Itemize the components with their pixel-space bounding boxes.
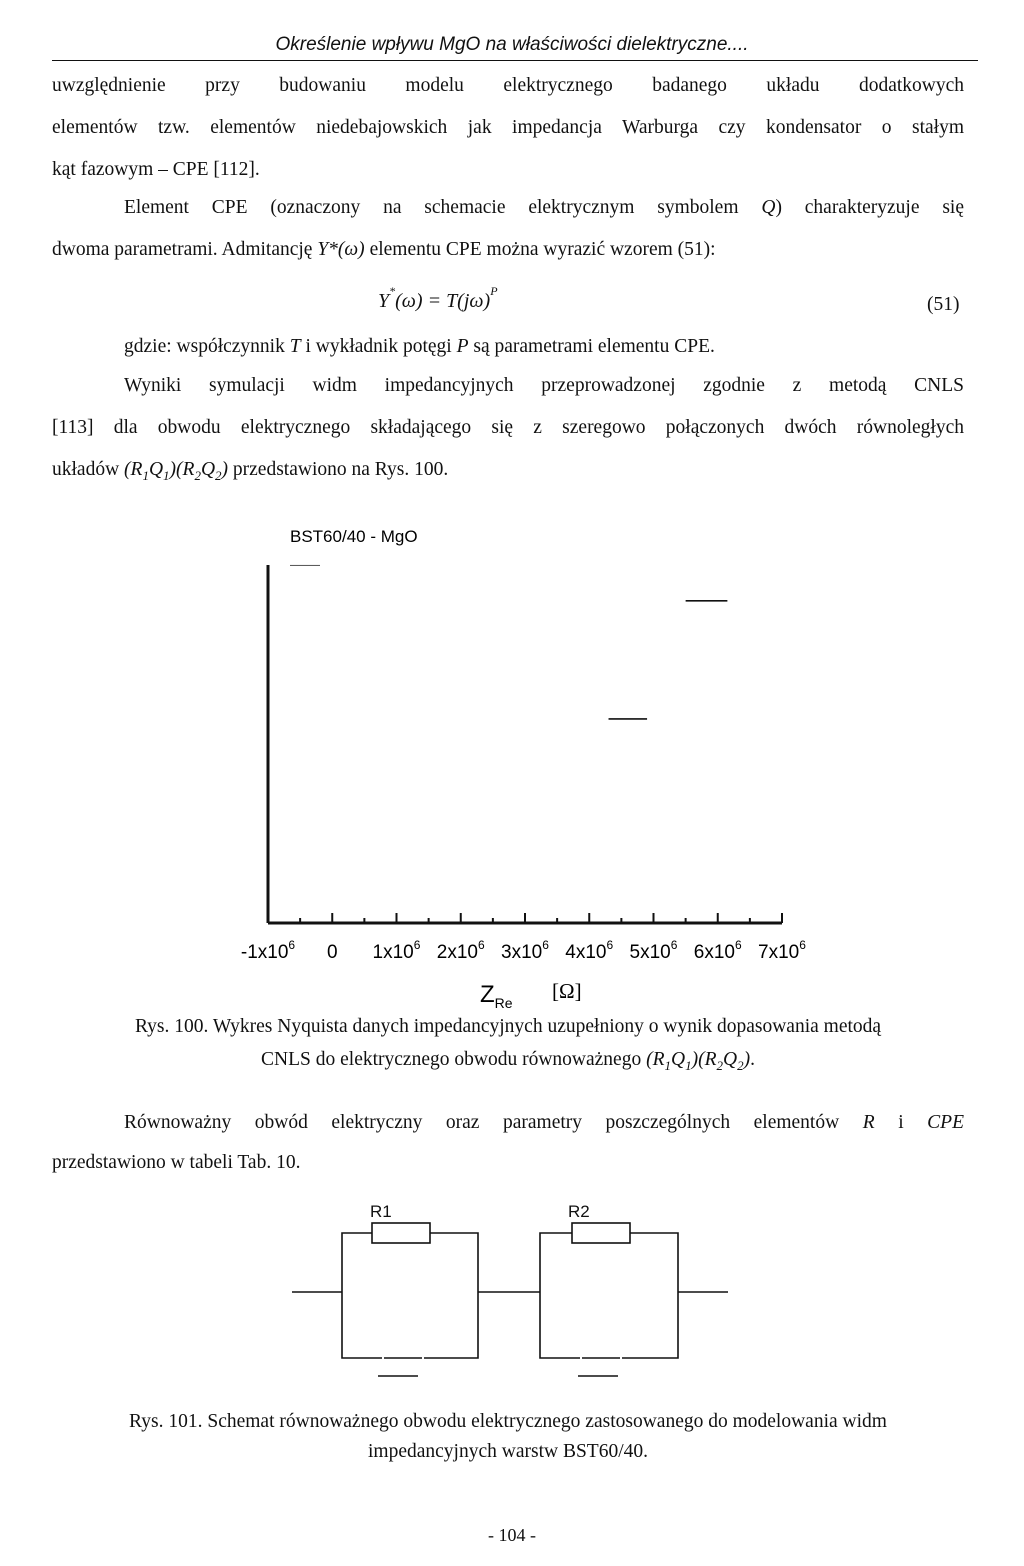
r1-label: R1 [370, 1202, 392, 1221]
paragraph-4-line-1: Równoważny obwód elektryczny oraz parametry poszczególnych elementów R i CPE [124, 1112, 965, 1133]
paragraph-1-line-2: elementów tzw. elementów niedebajowskich jak impedancja Warburga czy kondensator o stałym [52, 117, 964, 138]
x-tick-label: $5x10^6$ [629, 938, 678, 963]
running-header: Określenie wpływu MgO na właściwości dielektryczne.... [275, 34, 749, 55]
x-tick-label: 0 [326, 942, 338, 963]
paragraph-1-line-1: uwzględnienie przy budowaniu modelu elektrycznego badanego układu dodatkowych [52, 75, 964, 96]
x-axis-unit: [Ω] [552, 979, 582, 1003]
block2-upper-right [630, 1233, 678, 1292]
page-number: - 104 - [488, 1525, 536, 1545]
x-tick-label: $-1x10^6$ [240, 938, 296, 963]
block2-lower-left [540, 1292, 580, 1358]
equation-51: $Y^*(\omega) = T(j\omega)^P$ [378, 284, 498, 312]
block1-lower-right [424, 1292, 478, 1358]
chart-series [609, 601, 728, 719]
chart-legend-entry: ——— [290, 560, 320, 571]
x-tick-label: $1x10^6$ [372, 938, 421, 963]
paragraph-2-line-2: dwoma parametrami. Admitancję Y*(ω) elementu CPE można wyrazić wzorem (51): [52, 239, 716, 260]
resistor-r2 [572, 1223, 630, 1243]
x-axis-label: $Z_{Re}$ [480, 981, 513, 1011]
paragraph-3-line-3: układów $(R_1Q_1)(R_2Q_2)$ przedstawiono na Rys. 100. [52, 459, 449, 483]
block1-upper-right [430, 1233, 478, 1292]
equivalent-circuit-diagram [0, 1195, 1024, 1395]
equation-number: (51) [927, 294, 960, 315]
x-tick-label: $4x10^6$ [565, 938, 614, 963]
figure-100-caption-line-2: CNLS do elektrycznego obwodu równoważnego $(R_1Q_1)(R_2Q_2)$. [261, 1049, 755, 1073]
where-line: gdzie: współczynnik T i wykładnik potęgi P są parametrami elementu CPE. [124, 336, 715, 357]
paragraph-4-line-2: przedstawiono w tabeli Tab. 10. [52, 1152, 301, 1173]
paragraph-2-line-1: Element CPE (oznaczony na schemacie elektrycznym symbolem Q) charakteryzuje się [124, 197, 964, 218]
resistor-r1 [372, 1223, 430, 1243]
paragraph-1-line-3: kąt fazowym – CPE [112]. [52, 159, 260, 180]
paragraph-3-line-2: [113] dla obwodu elektrycznego składającego się z szeregowo połączonych dwóch równoległych [52, 417, 964, 438]
block1-lower-left [342, 1292, 382, 1358]
paragraph-3-line-1: Wyniki symulacji widm impedancyjnych przeprowadzonej zgodnie z metodą CNLS [124, 375, 964, 396]
block1-upper-left [342, 1233, 372, 1292]
nyquist-chart [0, 510, 1024, 1030]
figure-100-caption-line-1: Rys. 100. Wykres Nyquista danych impedancyjnych uzupełniony o wynik dopasowania metodą [134, 1016, 882, 1037]
chart-tick-labels [241, 938, 806, 963]
header-rule [52, 60, 978, 61]
block2-upper-left [540, 1233, 572, 1292]
figure-101-caption-line-2: impedancyjnych warstw BST60/40. [368, 1441, 648, 1462]
x-tick-label: $2x10^6$ [436, 938, 485, 963]
figure-101-caption-line-1: Rys. 101. Schemat równoważnego obwodu elektrycznego zastosowanego do modelowania widm [129, 1411, 887, 1432]
x-tick-label: $3x10^6$ [501, 938, 549, 963]
x-tick-label: $7x10^6$ [758, 938, 806, 963]
r2-label: R2 [568, 1202, 590, 1221]
x-tick-label: $6x10^6$ [693, 938, 742, 963]
chart-title: BST60/40 - MgO [290, 527, 418, 546]
block2-lower-right [622, 1292, 678, 1358]
